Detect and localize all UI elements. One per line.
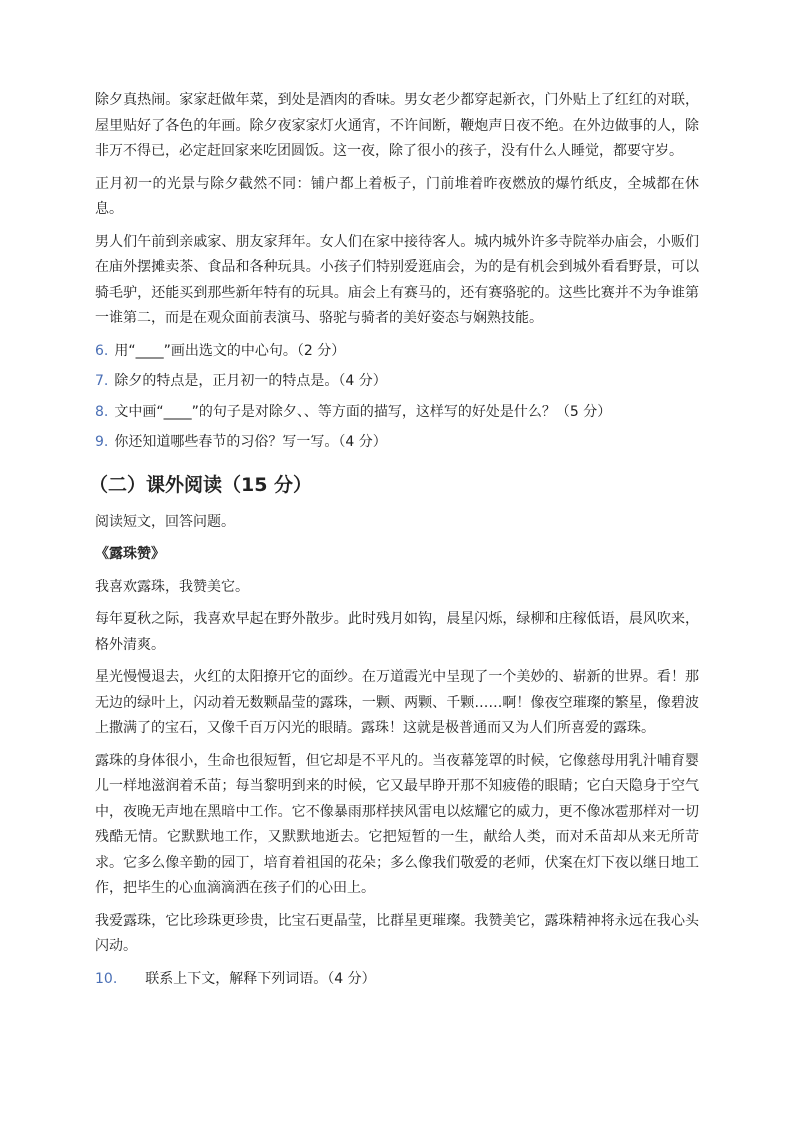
passage-paragraph: 男人们午前到亲戚家、朋友家拜年。女人们在家中接待客人。城内城外许多寺院举办庙会，小贩们在庙外摆摊卖茶、食品和各种玩具。小孩子们特别爱逛庙会，为的是有机会到城外看看野景，可以骑毛驴，还能买到那些新年特有的玩具。庙会上有赛马的，还有赛骆驼的。这些比赛并不为争谁第一谁第二，而是在观众面前表演马、骆驼与骑者的美好姿态与娴熟技能。 (95, 233, 699, 326)
section-heading: （二）课外阅读（15 分） (89, 473, 313, 496)
question-number: 9. (95, 434, 109, 450)
question-text: 用“____”画出选文的中心句。（2 分） (114, 342, 346, 359)
question-number: 7. (95, 373, 109, 389)
question-number: 6. (95, 342, 109, 359)
question-text: 文中画“____”的句子是对除夕、、等方面的描写，这样写的好处是什么？（5 分） (114, 403, 612, 420)
passage-paragraph: 除夕真热闹。家家赶做年菜，到处是酒肉的香味。男女老少都穿起新衣，门外贴上了红红的对联，屋里贴好了各色的年画。除夕夜家家灯火通宵，不许间断，鞭炮声日夜不绝。在外边做事的人，除非万不得已，必定赶回家来吃团圆饭。这一夜，除了很小的孩子，没有什么人睡觉，都要守岁。 (95, 92, 699, 159)
passage-paragraph: 正月初一的光景与除夕截然不同：铺户都上着板子，门前堆着昨夜燃放的爆竹纸皮，全城都在休息。 (95, 175, 699, 217)
essay-title: 《露珠赞》 (95, 546, 165, 562)
essay-paragraph: 我爱露珠，它比珍珠更珍贵，比宝石更晶莹，比群星更璀璨。我赞美它，露珠精神将永远在我心头闪动。 (95, 912, 699, 954)
essay-paragraph: 露珠的身体很小，生命也很短暂，但它却是不平凡的。当夜幕笼罩的时候，它像慈母用乳汁哺育婴儿一样地滋润着禾苗；每当黎明到来的时候，它又最早睁开那不知疲倦的眼睛；它白天隐身于空气中，夜晚无声地在黑暗中工作。它不像暴雨那样挟风雷电以炫耀它的威力，更不像冰雹那样对一切残酷无情。它默默地工作，又默默地逝去。它把短暂的一生，献给人类，而对禾苗却从来无所苛求。它多么像辛勤的园丁，培育着祖国的花朵；多么像我们敬爱的老师，伏案在灯下夜以继日地工作，把毕生的心血滴滴洒在孩子们的心田上。 (95, 752, 699, 896)
question-number: 8. (95, 403, 109, 420)
question-6 (95, 339, 699, 365)
essay-paragraph: 我喜欢露珠，我赞美它。 (95, 578, 249, 595)
question-text: 你还知道哪些春节的习俗？写一写。（4 分） (114, 434, 387, 450)
question-text: 除夕的特点是，正月初一的特点是。（4 分） (114, 373, 387, 389)
question-8 (95, 400, 699, 426)
question-text: 联系上下文，解释下列词语。（4 分） (145, 970, 376, 987)
instruction-text: 阅读短文，回答问题。 (95, 513, 235, 530)
question-10 (95, 967, 699, 993)
essay-paragraph: 每年夏秋之际，我喜欢早起在野外散步。此时残月如钩，晨星闪烁，绿柳和庄稼低语，晨风吹来，格外清爽。 (95, 611, 699, 653)
question-7 (95, 369, 699, 395)
essay-paragraph: 星光慢慢退去，火红的太阳撩开它的面纱。在万道霞光中呈现了一个美妙的、崭新的世界。看！那无边的绿叶上，闪动着无数颗晶莹的露珠，一颗、两颗、千颗……啊！像夜空璀璨的繁星，像碧波上撒满了的宝石，又像千百万闪光的眼睛。露珠！这就是极普通而又为人们所喜爱的露珠。 (95, 669, 699, 736)
question-9 (95, 430, 699, 456)
question-number: 10. (95, 970, 118, 987)
document-page (89, 88, 699, 997)
